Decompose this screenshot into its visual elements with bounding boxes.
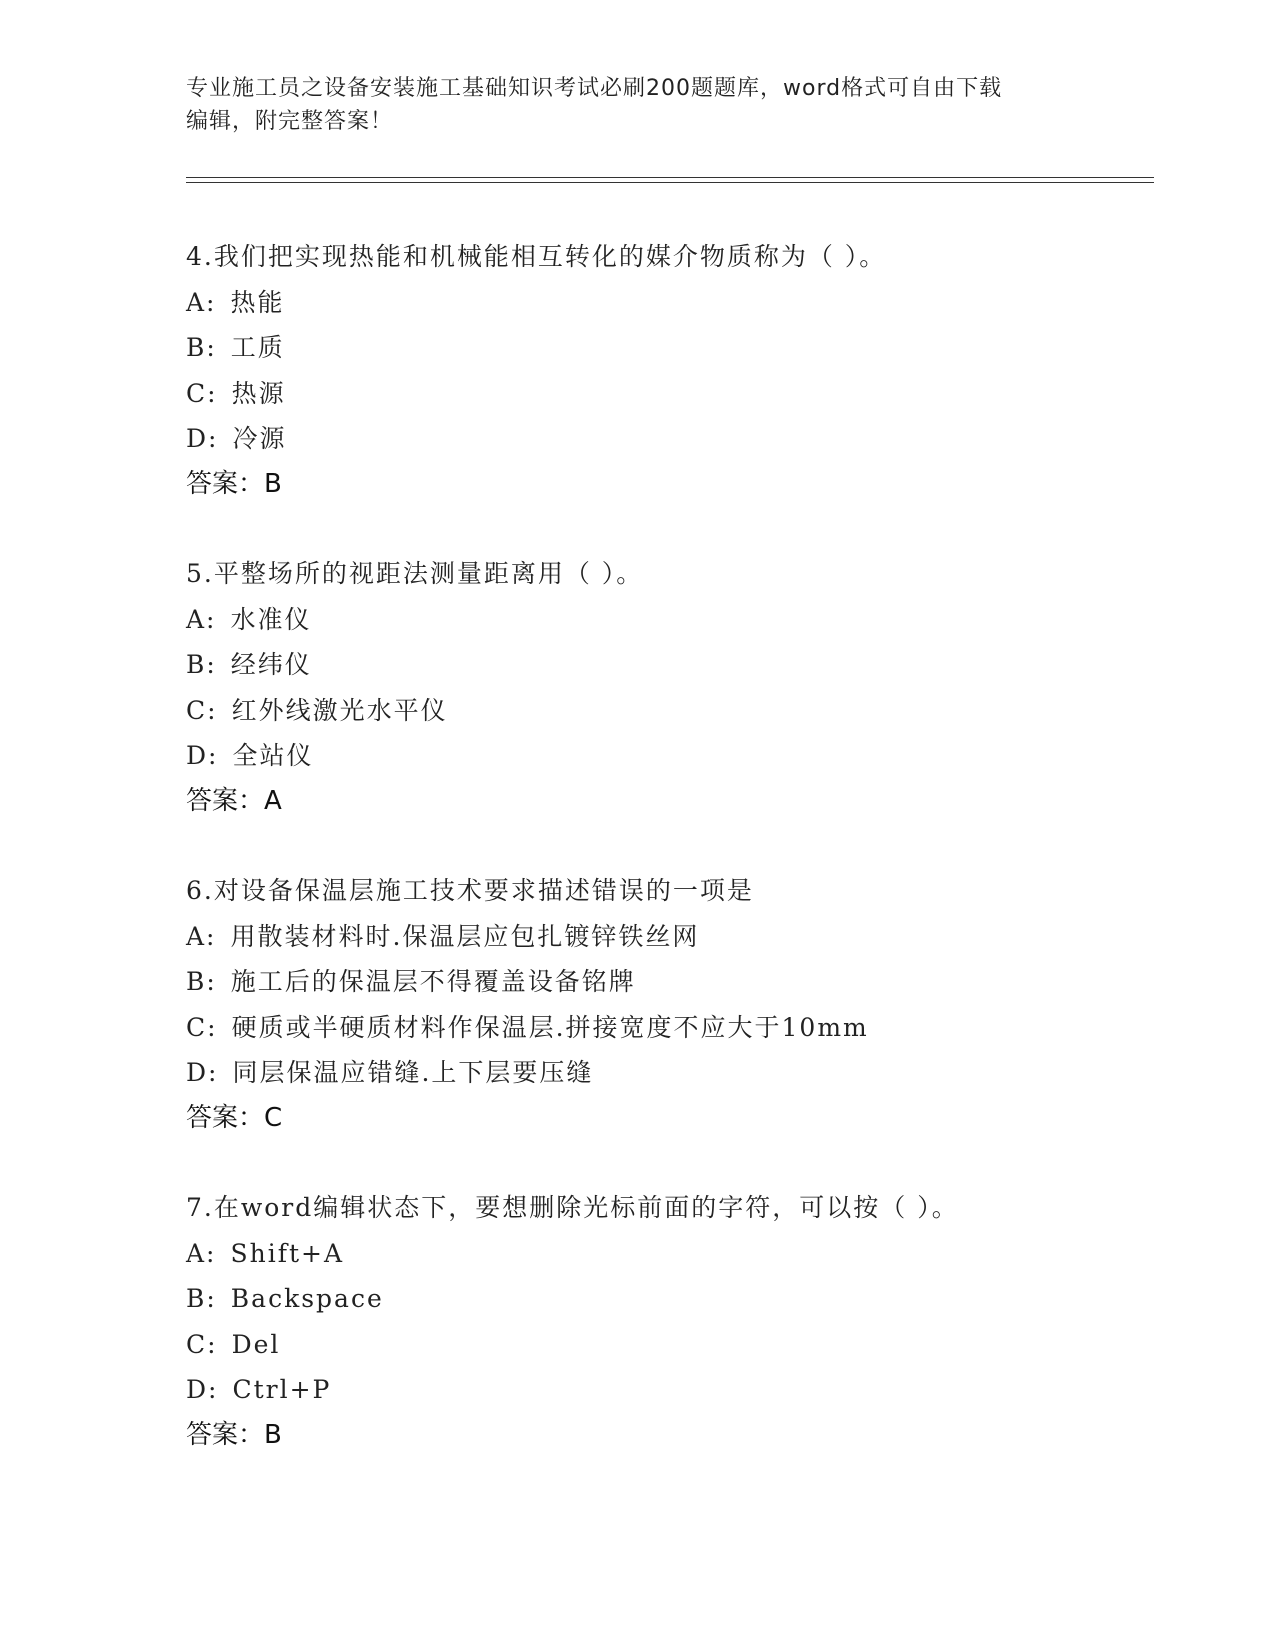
- question-5: [186, 551, 1146, 824]
- option-text: 硬质或半硬质材料作保温层.拼接宽度不应大于10mm: [231, 1012, 869, 1042]
- option-key: A:: [186, 1238, 217, 1268]
- option-text: Backspace: [230, 1284, 384, 1313]
- option-key: B:: [186, 967, 217, 996]
- option-d: [186, 1050, 1146, 1096]
- option-c: [186, 1005, 1146, 1051]
- question-stem: 6.对设备保温层施工技术要求描述错误的一项是: [186, 876, 754, 905]
- option-key: B:: [186, 650, 217, 679]
- option-d: [186, 1367, 1146, 1413]
- option-a: [186, 597, 1146, 643]
- option-key: C:: [186, 1012, 218, 1042]
- document-header: [186, 72, 1086, 138]
- option-b: [186, 1276, 1146, 1322]
- option-key: C:: [186, 695, 218, 725]
- question-stem: 4.我们把实现热能和机械能相互转化的媒介物质称为（ ）。: [186, 242, 887, 271]
- option-text: 经纬仪: [230, 650, 312, 679]
- option-text: 工质: [230, 333, 285, 362]
- header-divider-top: [186, 177, 1154, 178]
- header-line-2: 编辑，附完整答案！: [186, 109, 394, 134]
- option-text: Del: [231, 1329, 281, 1359]
- answer: 答案：A: [186, 785, 282, 816]
- option-text: 水准仪: [230, 604, 312, 634]
- option-a: [186, 914, 1146, 960]
- question-stem: 5.平整场所的视距法测量距离用（ ）。: [186, 559, 644, 588]
- option-text: Ctrl+P: [232, 1375, 332, 1404]
- answer: 答案：C: [186, 1102, 283, 1133]
- option-text: 施工后的保温层不得覆盖设备铭牌: [230, 967, 636, 996]
- question-7: [186, 1185, 1146, 1458]
- option-key: A:: [186, 921, 217, 951]
- option-key: D:: [186, 1375, 219, 1404]
- option-b: [186, 642, 1146, 688]
- option-text: 热能: [230, 287, 285, 317]
- option-c: [186, 371, 1146, 417]
- option-key: D:: [186, 741, 219, 770]
- option-key: B:: [186, 333, 217, 362]
- option-text: 红外线激光水平仪: [231, 695, 448, 725]
- option-a: [186, 280, 1146, 326]
- option-d: [186, 416, 1146, 462]
- header-line-1: 专业施工员之设备安装施工基础知识考试必刷200题题库，word格式可自由下载: [186, 76, 1003, 101]
- option-key: C:: [186, 378, 218, 408]
- option-c: [186, 688, 1146, 734]
- option-key: B:: [186, 1284, 217, 1313]
- option-text: 热源: [231, 378, 286, 408]
- header-divider-bottom: [186, 182, 1154, 183]
- question-list: [186, 234, 1146, 1502]
- option-text: 用散装材料时.保温层应包扎镀锌铁丝网: [230, 921, 700, 951]
- option-a: [186, 1231, 1146, 1277]
- option-b: [186, 325, 1146, 371]
- option-key: D:: [186, 1058, 219, 1087]
- option-text: 冷源: [232, 424, 287, 453]
- option-key: A:: [186, 287, 217, 317]
- option-c: [186, 1322, 1146, 1368]
- question-4: [186, 234, 1146, 507]
- option-key: C:: [186, 1329, 218, 1359]
- option-text: 全站仪: [232, 741, 314, 770]
- option-b: [186, 959, 1146, 1005]
- answer: 答案：B: [186, 468, 282, 499]
- question-6: [186, 868, 1146, 1141]
- option-text: Shift+A: [230, 1238, 345, 1268]
- option-text: 同层保温应错缝.上下层要压缝: [232, 1058, 594, 1087]
- option-d: [186, 733, 1146, 779]
- question-stem: 7.在word编辑状态下，要想删除光标前面的字符，可以按（ ）。: [186, 1193, 959, 1222]
- option-key: A:: [186, 604, 217, 634]
- answer: 答案：B: [186, 1419, 282, 1450]
- option-key: D:: [186, 424, 219, 453]
